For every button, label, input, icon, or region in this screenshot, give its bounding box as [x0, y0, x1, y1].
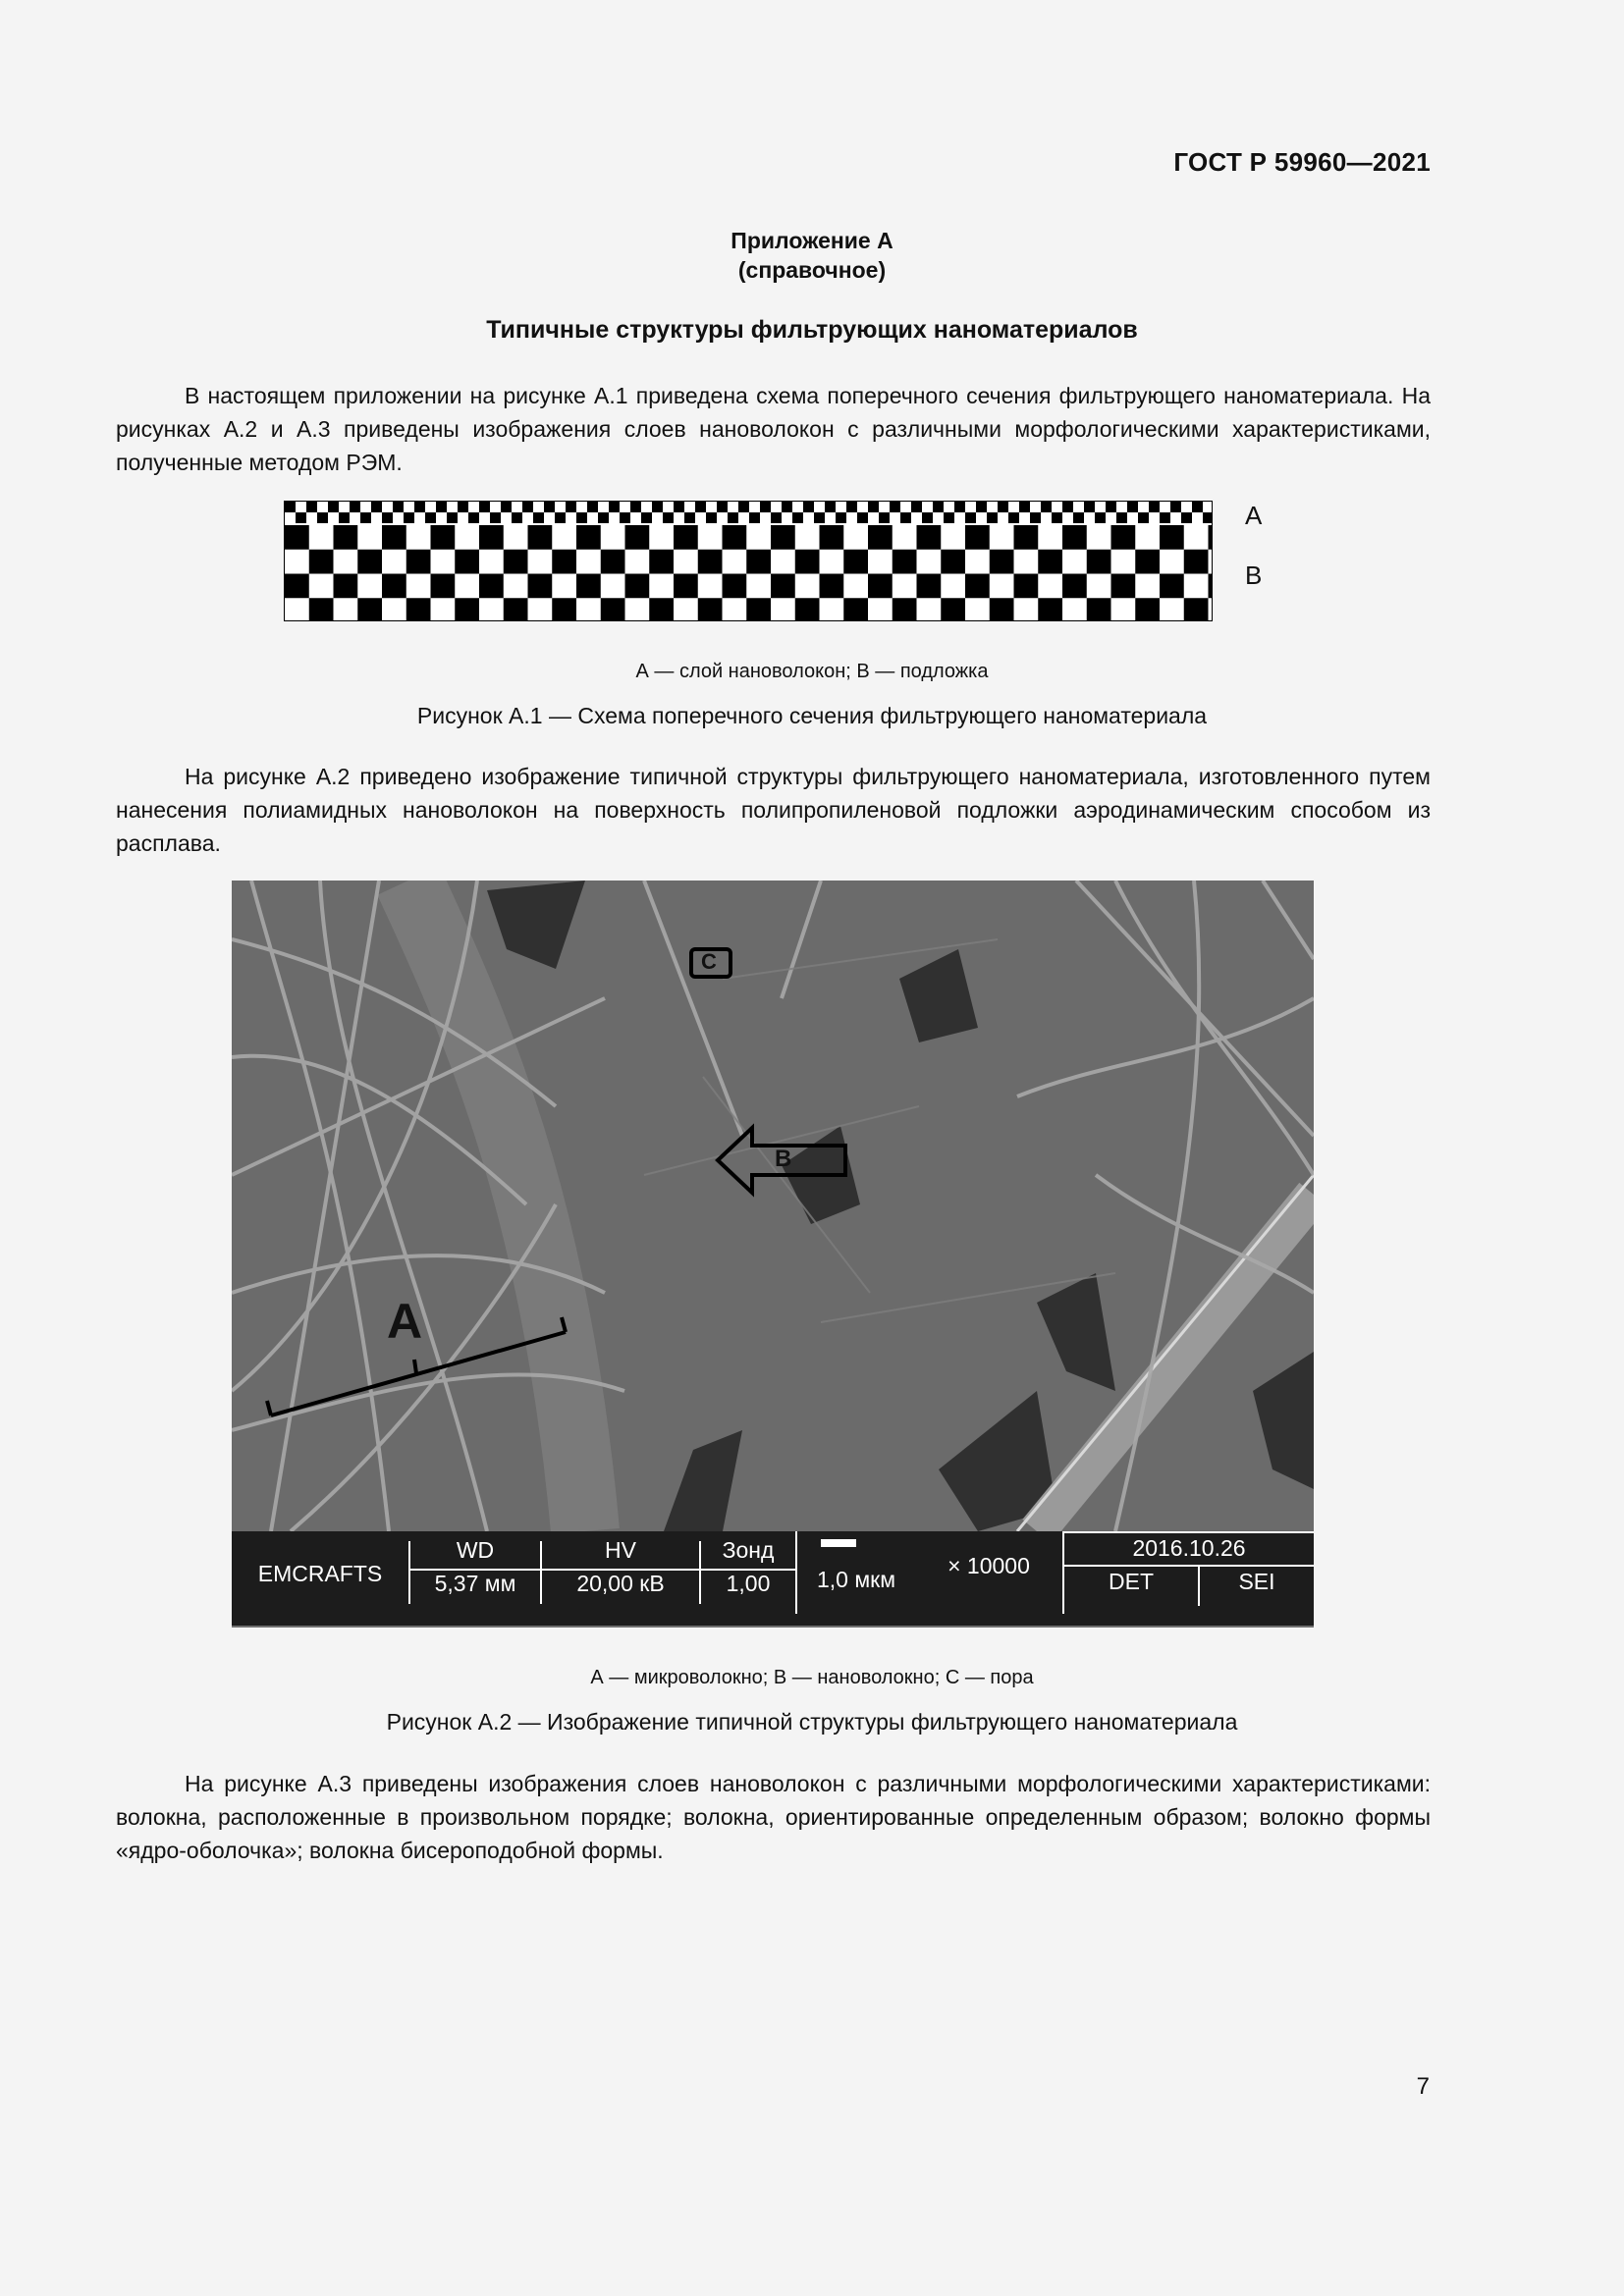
nanofiber-cell: [933, 502, 944, 512]
substrate-cell: [674, 574, 698, 599]
substrate-cell: [528, 574, 553, 599]
nanofiber-cell: [468, 512, 479, 523]
nanofiber-cell: [782, 502, 792, 512]
nanofiber-cell: [836, 512, 846, 523]
nanofiber-cell: [674, 502, 684, 512]
nanofiber-cell: [544, 502, 555, 512]
det-label: DET: [1109, 1569, 1154, 1594]
substrate-cell: [1184, 550, 1209, 574]
substrate-cell: [893, 598, 917, 621]
substrate-cell: [990, 598, 1014, 621]
substrate-cell: [649, 598, 674, 621]
nanofiber-cell: [738, 502, 749, 512]
nanofiber-cell: [490, 512, 501, 523]
nanofiber-cell: [695, 502, 706, 512]
nanofiber-cell: [414, 502, 425, 512]
nanofiber-cell: [566, 502, 576, 512]
nanofiber-cell: [1203, 512, 1213, 523]
substrate-cell: [406, 550, 431, 574]
substrate-cell: [1014, 574, 1039, 599]
substrate-cell: [576, 525, 601, 550]
nanofiber-cell: [425, 512, 436, 523]
nanofiber-cell: [922, 512, 933, 523]
nanofiber-cell: [684, 512, 695, 523]
nanofiber-cell: [965, 512, 976, 523]
marker-b: В: [775, 1146, 792, 1172]
substrate-cell: [1111, 574, 1136, 599]
substrate-cell: [746, 598, 771, 621]
nanofiber-cell: [1019, 502, 1030, 512]
scale-value: 1,0 мкм: [816, 1567, 896, 1592]
nanofiber-cell: [1116, 512, 1127, 523]
nanofiber-cell: [663, 512, 674, 523]
paragraph-figure3: На рисунке А.3 приведены изображения слоев нановолокон с различными морфологическими характеристиками: волокна, расположенные в произвольном порядке; волокна, ориентированные определенным образом; волокно формы «ядро-оболочка»; волокна бисероподобной формы.: [116, 1771, 1431, 1863]
nanofiber-cell: [404, 512, 414, 523]
nanofiber-cell: [1138, 512, 1149, 523]
layer-label-b: В: [1245, 561, 1263, 590]
document-id: ГОСТ Р 59960—2021: [1173, 147, 1431, 177]
substrate-cell: [1062, 574, 1087, 599]
nanofiber-cell: [803, 502, 814, 512]
substrate-cell: [1038, 550, 1062, 574]
nanofiber-cell: [1106, 502, 1116, 512]
nanofiber-cell: [1181, 512, 1192, 523]
substrate-cell: [795, 598, 820, 621]
substrate-cell: [698, 598, 723, 621]
substrate-cell: [625, 525, 650, 550]
substrate-cell: [820, 574, 844, 599]
nanofiber-cell: [987, 512, 998, 523]
substrate-cell: [990, 550, 1014, 574]
nanofiber-cell: [306, 502, 317, 512]
substrate-cell: [1087, 598, 1111, 621]
substrate-cell: [941, 550, 965, 574]
substrate-cell: [504, 598, 528, 621]
figure2-caption: Рисунок А.2 — Изображение типичной структуры фильтрующего наноматериала: [386, 1709, 1238, 1735]
substrate-cell: [1209, 525, 1214, 550]
substrate-cell: [941, 598, 965, 621]
substrate-cell: [795, 550, 820, 574]
nanofiber-cell: [900, 512, 911, 523]
substrate-cell: [625, 574, 650, 599]
substrate-cell: [1062, 525, 1087, 550]
substrate-cell: [1111, 525, 1136, 550]
marker-a: А: [387, 1294, 423, 1349]
substrate-cell: [406, 598, 431, 621]
nanofiber-cell: [1084, 502, 1095, 512]
substrate-cell: [431, 525, 456, 550]
substrate-cell: [1160, 525, 1184, 550]
substrate-cell: [479, 574, 504, 599]
sem-micrograph: [232, 881, 1314, 1531]
substrate-cell: [601, 598, 625, 621]
substrate-cell: [965, 574, 990, 599]
nanofiber-cell: [479, 502, 490, 512]
nanofiber-cell: [1095, 512, 1106, 523]
nanofiber-cell: [771, 512, 782, 523]
nanofiber-cell: [846, 502, 857, 512]
nanofiber-cell: [522, 502, 533, 512]
substrate-cell: [455, 550, 479, 574]
nanofiber-cell: [533, 512, 544, 523]
substrate-cell: [649, 550, 674, 574]
nanofiber-cell: [328, 502, 339, 512]
substrate-cell: [285, 574, 309, 599]
nanofiber-cell: [652, 502, 663, 512]
nanofiber-cell: [1160, 512, 1170, 523]
substrate-cell: [309, 550, 334, 574]
nanofiber-cell: [944, 512, 954, 523]
nanofiber-cell: [717, 502, 728, 512]
nanofiber-cell: [360, 512, 371, 523]
cross-section-graphic: [285, 502, 1213, 621]
sem-date: 2016.10.26: [1132, 1535, 1246, 1561]
substrate-cell: [893, 550, 917, 574]
appendix-status: (справочное): [737, 257, 887, 283]
nanofiber-cell: [911, 502, 922, 512]
substrate-cell: [917, 525, 942, 550]
nanofiber-cell: [371, 502, 382, 512]
nanofiber-cell: [1127, 502, 1138, 512]
nanofiber-cell: [857, 512, 868, 523]
nanofiber-cell: [890, 502, 900, 512]
nanofiber-cell: [976, 502, 987, 512]
substrate-cell: [504, 550, 528, 574]
nanofiber-cell: [630, 502, 641, 512]
nanofiber-cell: [458, 502, 468, 512]
substrate-cell: [1209, 574, 1214, 599]
substrate-cell: [334, 574, 358, 599]
substrate-cell: [479, 525, 504, 550]
substrate-cell: [601, 550, 625, 574]
substrate-cell: [843, 550, 868, 574]
magnification: × 10000: [947, 1553, 1030, 1578]
substrate-cell: [309, 598, 334, 621]
appendix-heading: [0, 226, 1624, 285]
nanofiber-cell: [587, 502, 598, 512]
substrate-cell: [357, 598, 382, 621]
substrate-cell: [1160, 574, 1184, 599]
nanofiber-cell: [814, 512, 825, 523]
nanofiber-cell: [1062, 502, 1073, 512]
nanofiber-cell: [1192, 502, 1203, 512]
sem-image: [232, 881, 1314, 1628]
nanofiber-cell: [825, 502, 836, 512]
nanofiber-cell: [501, 502, 512, 512]
substrate-cell: [917, 574, 942, 599]
wd-value: 5,37 мм: [434, 1571, 516, 1596]
nanofiber-cell: [1030, 512, 1041, 523]
substrate-cell: [528, 525, 553, 550]
substrate-cell: [771, 574, 795, 599]
nanofiber-cell: [1041, 502, 1052, 512]
nanofiber-cell: [641, 512, 652, 523]
nanofiber-cell: [706, 512, 717, 523]
nanofiber-cell: [1073, 512, 1084, 523]
substrate-cell: [1014, 525, 1039, 550]
nanofiber-cell: [512, 512, 522, 523]
substrate-cell: [820, 525, 844, 550]
nanofiber-cell: [339, 512, 350, 523]
hv-value: 20,00 кВ: [576, 1571, 665, 1596]
nanofiber-cell: [447, 512, 458, 523]
nanofiber-cell: [393, 502, 404, 512]
nanofiber-cell: [749, 512, 760, 523]
probe-label: Зонд: [722, 1537, 775, 1563]
nanofiber-cell: [998, 502, 1008, 512]
scale-bar: [821, 1539, 856, 1547]
nanofiber-cell: [760, 502, 771, 512]
figure1-legend: А — слой нановолокон; В — подложка: [635, 661, 989, 682]
nanofiber-cell: [1052, 512, 1062, 523]
nanofiber-cell: [879, 512, 890, 523]
substrate-cell: [843, 598, 868, 621]
nanofiber-cell: [296, 512, 306, 523]
nanofiber-cell: [285, 502, 296, 512]
layer-label-a: А: [1245, 501, 1263, 530]
substrate-cell: [552, 550, 576, 574]
sem-data-bar: [232, 1531, 1314, 1626]
nanofiber-cell: [598, 512, 609, 523]
paragraph-figure2: На рисунке А.2 приведено изображение типичной структуры фильтрующего наноматериала, изготовленного путем нанесения полиамидных нановолокон на поверхность полипропиленовой подложки аэродинамическим способом из расплава.: [116, 764, 1431, 856]
nanofiber-cell: [317, 512, 328, 523]
figure2-legend: А — микроволокно; В — нановолокно; С — пора: [590, 1667, 1034, 1688]
cross-section-schema: [284, 501, 1213, 621]
section-title: Типичные структуры фильтрующих наноматериалов: [486, 316, 1138, 344]
appendix-title: Приложение А: [731, 228, 893, 253]
substrate-cell: [552, 598, 576, 621]
substrate-cell: [1038, 598, 1062, 621]
figure1-caption: Рисунок А.1 — Схема поперечного сечения фильтрующего наноматериала: [416, 703, 1208, 728]
nanofiber-cell: [436, 502, 447, 512]
marker-c: С: [701, 949, 717, 974]
substrate-cell: [1184, 598, 1209, 621]
paragraph-intro: В настоящем приложении на рисунке А.1 приведена схема поперечного сечения фильтрующего наноматериала. На рисунках А.2 и А.3 приведены изображения слоев нановолокон с различными морфологическими характеристиками, полученные методом РЭМ.: [116, 383, 1431, 475]
nanofiber-cell: [728, 512, 738, 523]
det-value: SEI: [1238, 1569, 1275, 1594]
page-number: 7: [1416, 2073, 1430, 2100]
substrate-cell: [723, 574, 747, 599]
substrate-cell: [746, 550, 771, 574]
substrate-cell: [431, 574, 456, 599]
substrate-cell: [1087, 550, 1111, 574]
substrate-cell: [868, 525, 893, 550]
substrate-cell: [357, 550, 382, 574]
nanofiber-cell: [555, 512, 566, 523]
nanofiber-cell: [954, 502, 965, 512]
substrate-cell: [868, 574, 893, 599]
nanofiber-cell: [609, 502, 620, 512]
substrate-cell: [771, 525, 795, 550]
substrate-cell: [965, 525, 990, 550]
nanofiber-cell: [1149, 502, 1160, 512]
substrate-cell: [1135, 550, 1160, 574]
substrate-cell: [698, 550, 723, 574]
substrate-cell: [382, 525, 406, 550]
nanofiber-cell: [868, 502, 879, 512]
nanofiber-cell: [1008, 512, 1019, 523]
sem-brand: EMCRAFTS: [257, 1561, 383, 1586]
substrate-cell: [576, 574, 601, 599]
substrate-cell: [382, 574, 406, 599]
nanofiber-cell: [620, 512, 630, 523]
probe-value: 1,00: [726, 1571, 771, 1596]
substrate-cell: [1135, 598, 1160, 621]
substrate-cell: [723, 525, 747, 550]
hv-label: HV: [605, 1537, 636, 1563]
nanofiber-cell: [792, 512, 803, 523]
nanofiber-cell: [350, 502, 360, 512]
nanofiber-cell: [576, 512, 587, 523]
nanofiber-cell: [382, 512, 393, 523]
substrate-cell: [455, 598, 479, 621]
nanofiber-cell: [1170, 502, 1181, 512]
wd-label: WD: [456, 1537, 495, 1563]
substrate-cell: [334, 525, 358, 550]
substrate-cell: [285, 525, 309, 550]
substrate-cell: [674, 525, 698, 550]
